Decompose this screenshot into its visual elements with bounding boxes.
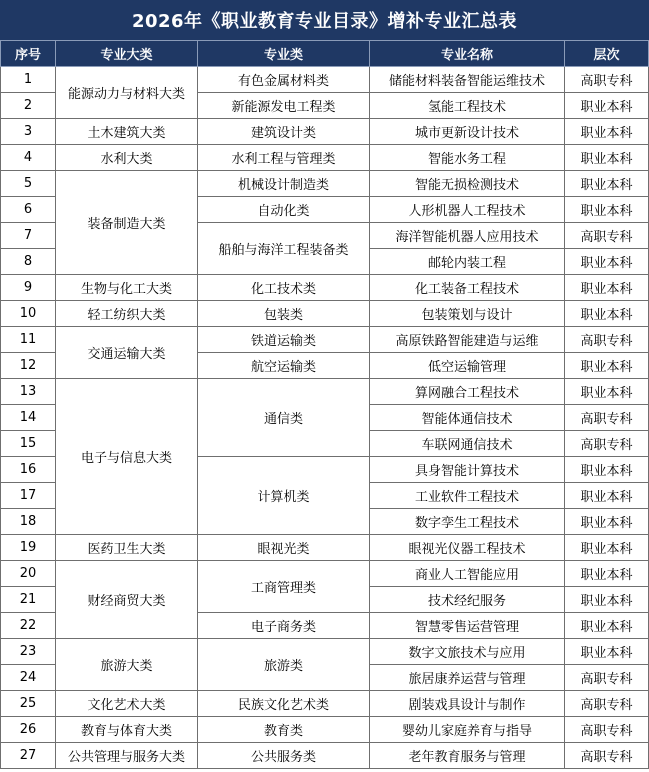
row-level: 高职专科 (565, 327, 649, 353)
row-class: 航空运输类 (198, 353, 370, 379)
table-row (1, 639, 649, 665)
row-category: 生物与化工大类 (56, 275, 198, 301)
row-class: 自动化类 (198, 197, 370, 223)
row-level: 高职专科 (565, 223, 649, 249)
table-row (1, 691, 649, 717)
table-row (1, 67, 649, 93)
row-major-name: 邮轮内装工程 (370, 249, 565, 275)
row-major-name: 氢能工程技术 (370, 93, 565, 119)
row-category: 电子与信息大类 (56, 379, 198, 535)
header-category: 专业大类 (56, 41, 198, 67)
table-row (1, 743, 649, 769)
row-index: 18 (1, 509, 56, 535)
row-level: 职业本科 (565, 301, 649, 327)
row-class: 民族文化艺术类 (198, 691, 370, 717)
row-index: 5 (1, 171, 56, 197)
table-row (1, 379, 649, 405)
row-index: 19 (1, 535, 56, 561)
row-index: 21 (1, 587, 56, 613)
row-level: 职业本科 (565, 535, 649, 561)
row-index: 11 (1, 327, 56, 353)
row-class: 教育类 (198, 717, 370, 743)
row-class: 旅游类 (198, 639, 370, 691)
row-index: 7 (1, 223, 56, 249)
header-index: 序号 (1, 41, 56, 67)
row-class: 铁道运输类 (198, 327, 370, 353)
row-class: 机械设计制造类 (198, 171, 370, 197)
table-body (1, 67, 649, 769)
row-major-name: 城市更新设计技术 (370, 119, 565, 145)
header-level: 层次 (565, 41, 649, 67)
row-index: 23 (1, 639, 56, 665)
row-level: 职业本科 (565, 119, 649, 145)
row-level: 职业本科 (565, 197, 649, 223)
row-index: 17 (1, 483, 56, 509)
row-class: 建筑设计类 (198, 119, 370, 145)
table-title: 2026年《职业教育专业目录》增补专业汇总表 (0, 0, 649, 40)
row-index: 25 (1, 691, 56, 717)
row-category: 轻工纺织大类 (56, 301, 198, 327)
row-class: 眼视光类 (198, 535, 370, 561)
row-level: 职业本科 (565, 379, 649, 405)
row-major-name: 工业软件工程技术 (370, 483, 565, 509)
row-major-name: 数字孪生工程技术 (370, 509, 565, 535)
row-index: 24 (1, 665, 56, 691)
header-row (1, 41, 649, 67)
row-index: 12 (1, 353, 56, 379)
row-category: 教育与体育大类 (56, 717, 198, 743)
row-major-name: 车联网通信技术 (370, 431, 565, 457)
row-category: 财经商贸大类 (56, 561, 198, 639)
row-class: 包装类 (198, 301, 370, 327)
row-level: 职业本科 (565, 275, 649, 301)
row-index: 15 (1, 431, 56, 457)
row-index: 20 (1, 561, 56, 587)
table-row (1, 717, 649, 743)
row-level: 职业本科 (565, 171, 649, 197)
row-class: 化工技术类 (198, 275, 370, 301)
row-index: 13 (1, 379, 56, 405)
row-major-name: 智能无损检测技术 (370, 171, 565, 197)
row-category: 旅游大类 (56, 639, 198, 691)
row-major-name: 智慧零售运营管理 (370, 613, 565, 639)
row-class: 有色金属材料类 (198, 67, 370, 93)
row-category: 公共管理与服务大类 (56, 743, 198, 769)
row-index: 6 (1, 197, 56, 223)
row-category: 土木建筑大类 (56, 119, 198, 145)
row-category: 医药卫生大类 (56, 535, 198, 561)
table-row (1, 171, 649, 197)
row-major-name: 婴幼儿家庭养育与指导 (370, 717, 565, 743)
table-row (1, 561, 649, 587)
row-major-name: 剧装戏具设计与制作 (370, 691, 565, 717)
row-major-name: 具身智能计算技术 (370, 457, 565, 483)
table-row (1, 275, 649, 301)
row-level: 高职专科 (565, 665, 649, 691)
row-level: 职业本科 (565, 93, 649, 119)
row-level: 职业本科 (565, 639, 649, 665)
row-major-name: 商业人工智能应用 (370, 561, 565, 587)
row-index: 26 (1, 717, 56, 743)
row-major-name: 化工装备工程技术 (370, 275, 565, 301)
row-major-name: 眼视光仪器工程技术 (370, 535, 565, 561)
row-index: 9 (1, 275, 56, 301)
row-category: 能源动力与材料大类 (56, 67, 198, 119)
row-category: 水利大类 (56, 145, 198, 171)
row-major-name: 技术经纪服务 (370, 587, 565, 613)
row-major-name: 包装策划与设计 (370, 301, 565, 327)
header-major-name: 专业名称 (370, 41, 565, 67)
row-level: 高职专科 (565, 743, 649, 769)
row-class: 计算机类 (198, 457, 370, 535)
row-index: 8 (1, 249, 56, 275)
row-level: 职业本科 (565, 483, 649, 509)
row-major-name: 储能材料装备智能运维技术 (370, 67, 565, 93)
table-row (1, 301, 649, 327)
row-major-name: 智能水务工程 (370, 145, 565, 171)
table-row (1, 327, 649, 353)
row-class: 水利工程与管理类 (198, 145, 370, 171)
row-level: 职业本科 (565, 509, 649, 535)
row-level: 高职专科 (565, 67, 649, 93)
row-major-name: 算网融合工程技术 (370, 379, 565, 405)
row-major-name: 老年教育服务与管理 (370, 743, 565, 769)
row-category: 装备制造大类 (56, 171, 198, 275)
row-class: 船舶与海洋工程装备类 (198, 223, 370, 275)
row-major-name: 人形机器人工程技术 (370, 197, 565, 223)
row-level: 职业本科 (565, 613, 649, 639)
row-level: 职业本科 (565, 249, 649, 275)
row-class: 通信类 (198, 379, 370, 457)
row-class: 公共服务类 (198, 743, 370, 769)
row-class: 工商管理类 (198, 561, 370, 613)
row-class: 新能源发电工程类 (198, 93, 370, 119)
majors-table (0, 40, 649, 769)
row-level: 高职专科 (565, 431, 649, 457)
row-class: 电子商务类 (198, 613, 370, 639)
row-level: 高职专科 (565, 717, 649, 743)
row-level: 高职专科 (565, 691, 649, 717)
table-row (1, 535, 649, 561)
row-index: 14 (1, 405, 56, 431)
row-index: 2 (1, 93, 56, 119)
table-row (1, 145, 649, 171)
row-index: 22 (1, 613, 56, 639)
row-index: 10 (1, 301, 56, 327)
row-major-name: 高原铁路智能建造与运维 (370, 327, 565, 353)
row-major-name: 低空运输管理 (370, 353, 565, 379)
row-major-name: 数字文旅技术与应用 (370, 639, 565, 665)
row-level: 职业本科 (565, 353, 649, 379)
row-level: 职业本科 (565, 145, 649, 171)
row-index: 27 (1, 743, 56, 769)
header-class: 专业类 (198, 41, 370, 67)
row-index: 1 (1, 67, 56, 93)
row-major-name: 旅居康养运营与管理 (370, 665, 565, 691)
row-category: 交通运输大类 (56, 327, 198, 379)
row-level: 职业本科 (565, 587, 649, 613)
row-major-name: 海洋智能机器人应用技术 (370, 223, 565, 249)
row-level: 高职专科 (565, 405, 649, 431)
row-index: 16 (1, 457, 56, 483)
row-index: 4 (1, 145, 56, 171)
row-category: 文化艺术大类 (56, 691, 198, 717)
row-index: 3 (1, 119, 56, 145)
row-level: 职业本科 (565, 561, 649, 587)
row-level: 职业本科 (565, 457, 649, 483)
row-major-name: 智能体通信技术 (370, 405, 565, 431)
table-row (1, 119, 649, 145)
